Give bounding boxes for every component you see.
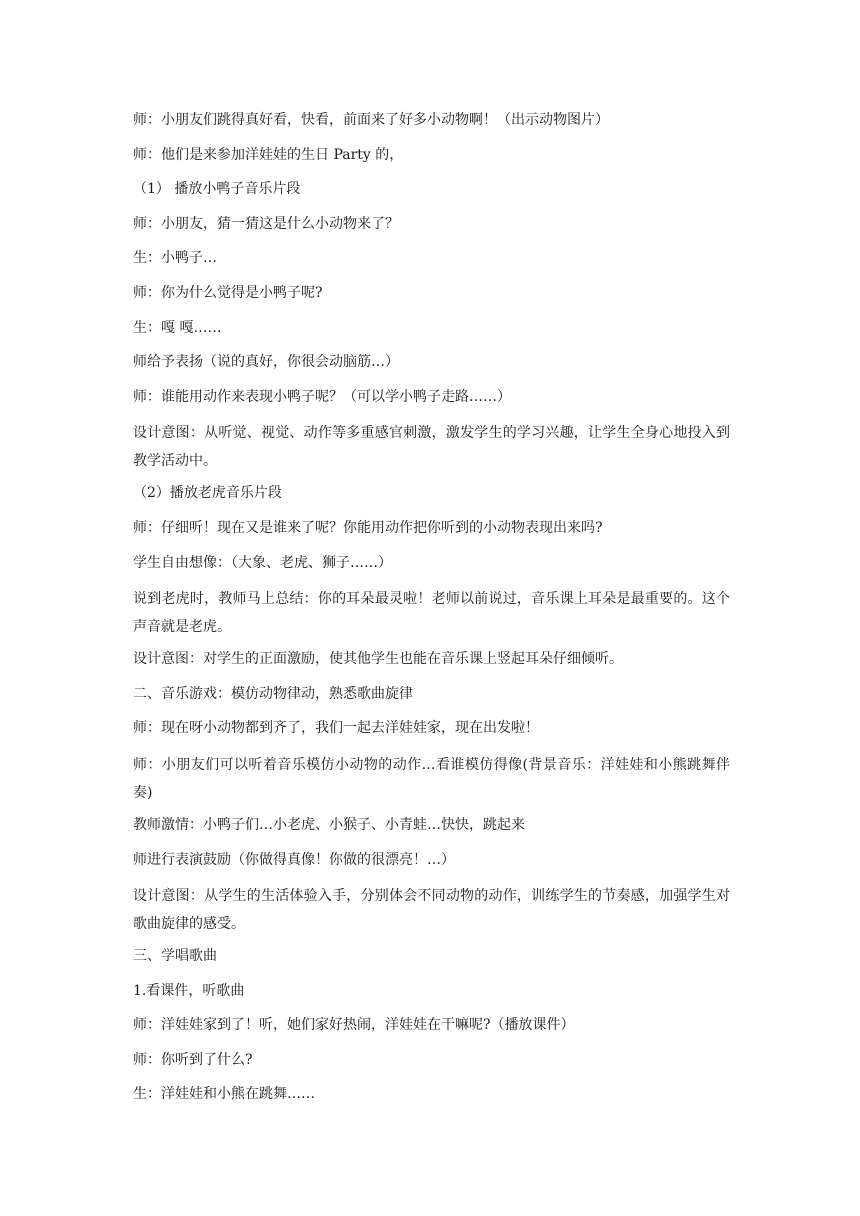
paragraph: 师：他们是来参加洋娃娃的生日 Party 的， [133,146,404,163]
paragraph: 生：嘎 嘎…… [133,319,222,336]
paragraph: 1.看课件，听歌曲 [133,982,245,999]
paragraph: 师：洋娃娃家到了！听，她们家好热闹，洋娃娃在干嘛呢?（播放课件） [133,1017,575,1034]
paragraph: 生：小鸭子… [133,250,217,267]
paragraph: 设计意图：对学生的正面激励，使其他学生也能在音乐课上竖起耳朵仔细倾听。 [133,651,623,668]
paragraph: 设计意图：从学生的生活体验入手，分别体会不同动物的动作，训练学生的节奏感，加强学生对歌曲旋律的感受。 [133,888,730,933]
paragraph: 师：小朋友，猜一猜这是什么小动物来了？ [133,215,399,232]
paragraph: 师：你为什么觉得是小鸭子呢? [133,284,323,301]
paragraph: 二、音乐游戏：模仿动物律动，熟悉歌曲旋律 [133,685,413,702]
paragraph: 师：谁能用动作来表现小鸭子呢？（可以学小鸭子走路……） [133,388,511,405]
paragraph: 生：洋娃娃和小熊在跳舞…… [133,1086,315,1103]
document-body [133,108,730,1117]
paragraph: 师给予表扬（说的真好，你很会动脑筋…） [133,354,399,371]
paragraph: 设计意图：从听觉、视觉、动作等多重感官刺激，激发学生的学习兴趣，让学生全身心地投入到教学活动中。 [133,425,730,470]
paragraph: 师进行表演鼓励（你做得真像！你做的很漂亮！…） [133,851,455,868]
paragraph: 说到老虎时，教师马上总结：你的耳朵最灵啦！老师以前说过，音乐课上耳朵是最重要的。这个声音就是老虎。 [133,591,730,636]
paragraph: 师：你听到了什么? [133,1051,253,1068]
paragraph: （2）播放老虎音乐片段 [133,485,282,502]
paragraph: 师：现在呀小动物都到齐了，我们一起去洋娃娃家，现在出发啦！ [133,720,539,737]
paragraph: （1） 播放小鸭子音乐片段 [133,181,301,198]
paragraph: 师：仔细听！现在又是谁来了呢？你能用动作把你听到的小动物表现出来吗? [133,519,603,536]
paragraph: 师：小朋友们跳得真好看，快看，前面来了好多小动物啊！（出示动物图片） [133,112,609,128]
paragraph: 三、学唱歌曲 [133,948,217,965]
paragraph: 学生自由想像：（大象、老虎、狮子……） [133,554,392,571]
paragraph: 教师激情：小鸭子们…小老虎、小猴子、小青蛙…快快，跳起来 [133,816,525,833]
paragraph: 师：小朋友们可以听着音乐模仿小动物的动作…看谁模仿得像(背景音乐：洋娃娃和小熊跳舞伴奏) [133,756,730,801]
